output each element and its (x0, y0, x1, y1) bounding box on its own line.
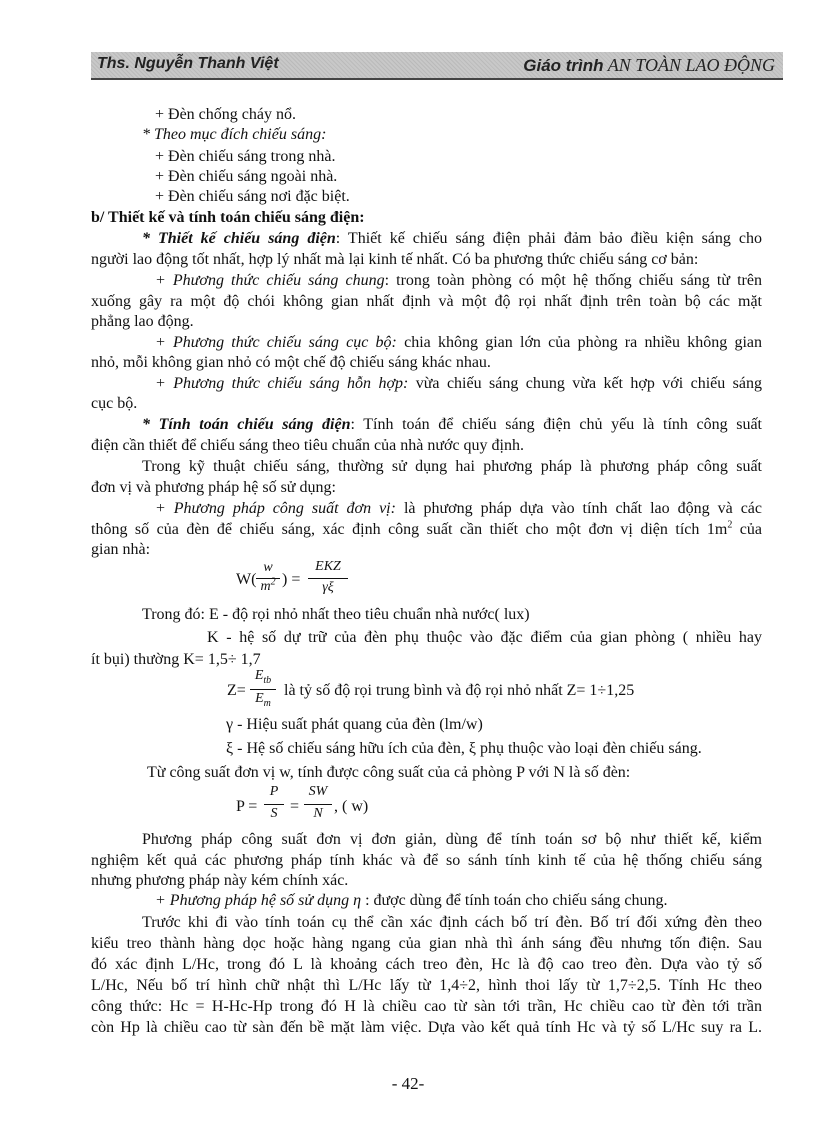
paragraph-layout-line1: Trước khi đi vào tính toán cụ thể cần xác định cách bố trí đèn. Bố trí đối xứng đèn theo (142, 914, 762, 931)
method-general-line3: phẳng lao động. (91, 313, 194, 330)
method-general-line2: xuống gây ra một độ chói không gian nhất định và một độ rọi nhất định trên toàn bộ các mặt (91, 293, 762, 310)
paragraph-layout-line3: đó xác định L/Hc, trong đó L là khoảng cách treo đèn, Hc là độ cao treo đèn. Dựa vào tỷ số (91, 956, 762, 973)
term-design: * Thiết kế chiếu sáng điện (142, 230, 336, 247)
where-xi: ξ - Hệ số chiếu sáng hữu ích của đèn, ξ phụ thuộc vào loại đèn chiếu sáng. (226, 740, 702, 757)
where-gamma: γ - Hiệu suất phát quang của đèn (lm/w) (226, 716, 483, 733)
where-K: K - hệ số dự trữ của đèn phụ thuộc vào đặc điểm của gian phòng ( nhiều hay (207, 629, 762, 646)
unit-power-line3: gian nhà: (91, 541, 151, 558)
term-usage-coefficient: + Phương pháp hệ số sử dụng η (155, 892, 362, 909)
unit-power-line2: thông số của đèn để chiếu sáng, xác định công suất cần thiết cho một đơn vị diện tích $1m^2$ của (91, 519, 762, 538)
list-item-explosion-proof: + Đèn chống cháy nổ. (155, 106, 296, 123)
method-mixed-line2: cục bộ. (91, 395, 138, 412)
where-E: Trong đó: E - độ rọi nhỏ nhất theo tiêu chuẩn nhà nước( lux) (142, 606, 530, 623)
paragraph-calc-line2: điện cần thiết để chiếu sáng theo tiêu chuẩn của nhà nước quy định. (91, 437, 524, 454)
method-usage-coefficient: + Phương pháp hệ số sử dụng η : được dùng để tính toán cho chiếu sáng chung. (155, 892, 668, 909)
unit-power-line1: + Phương pháp công suất đơn vị: là phương pháp dựa vào tính chất lao động và các (155, 500, 762, 517)
method-general-line1: + Phương thức chiếu sáng chung: trong toàn phòng có một hệ thống chiếu sáng từ trên (155, 272, 762, 289)
method-local-line2: nhỏ, mỗi không gian nhỏ có một chế độ chiếu sáng khác nhau. (91, 354, 491, 371)
paragraph-calc-line1: * Tính toán chiếu sáng điện: Tính toán để chiếu sáng điện chủ yếu là tính công suất (142, 416, 763, 433)
list-item-indoor: + Đèn chiếu sáng trong nhà. (155, 148, 336, 165)
page-header (91, 52, 783, 80)
term-mixed-method: + Phương thức chiếu sáng hỗn hợp: (155, 375, 409, 392)
paragraph-methods-line2: đơn vị và phương pháp hệ số sử dụng: (91, 479, 336, 496)
where-K-line2: ít bụi) thường K= 1,5÷ 1,7 (91, 651, 261, 668)
page-number: - 42- (391, 1074, 425, 1093)
term-local-method: + Phương thức chiếu sáng cục bộ: (155, 334, 397, 351)
term-general-method: + Phương thức chiếu sáng chung (155, 272, 385, 289)
paragraph-methods-line1: Trong kỹ thuật chiếu sáng, thường sử dụng hai phương pháp là phương pháp công suất (142, 458, 762, 475)
paragraph-evaluation-line3: nhưng phương pháp này kém chính xác. (91, 872, 349, 889)
header-course (523, 55, 775, 76)
paragraph-layout-line2: kiểu treo thành hàng dọc hoặc hàng ngang của gian nhà thì ánh sáng đều nhưng tốn điện. Sau (91, 935, 762, 952)
subheading-purpose: * Theo mục đích chiếu sáng: (142, 126, 327, 143)
paragraph-layout-line6: còn Hp là chiều cao từ sàn đến bề mặt làm việc. Dựa vào kết quả tính Hc và tỷ số L/Hc suy ra L. (91, 1019, 762, 1036)
paragraph-design-line2: người lao động tốt nhất, hợp lý nhất mà lại kinh tế nhất. Có ba phương thức chiếu sáng cơ bản: (91, 251, 699, 268)
paragraph-layout-line4: L/Hc, Nếu bố trí hình chữ nhật thì L/Hc lấy từ 1,4÷2, hình thoi lấy từ 1,7÷2,5. Tính Hc theo (91, 977, 762, 994)
section-heading-b: b/ Thiết kế và tính toán chiếu sáng điện: (91, 209, 365, 226)
list-item-special: + Đèn chiếu sáng nơi đặc biệt. (155, 188, 350, 205)
term-calc: * Tính toán chiếu sáng điện (142, 416, 351, 433)
paragraph-room-power: Từ công suất đơn vị w, tính được công suất của cả phòng P với N là số đèn: (147, 764, 631, 781)
header-course-title: AN TOÀN LAO ĐỘNG (607, 55, 775, 75)
paragraph-evaluation-line1: Phương pháp công suất đơn vị đơn giản, dùng để tính toán sơ bộ như thiết kế, kiểm (142, 831, 762, 848)
paragraph-evaluation-line2: nghiệm kết quả các phương pháp tính khác và để so sánh tính kinh tế của hệ thống chiếu sáng (91, 852, 762, 869)
header-author: Ths. Nguyễn Thanh Việt (97, 55, 279, 72)
paragraph-layout-line5: công thức: Hc = H-Hc-Hp trong đó H là chiều cao từ sàn tới trần, Hc chiều cao từ đèn tới trần (91, 998, 762, 1015)
paragraph-design-line1: * Thiết kế chiếu sáng điện: Thiết kế chiếu sáng điện phải đảm bảo điều kiện sáng cho (142, 230, 763, 247)
header-course-prefix: Giáo trình (523, 56, 604, 75)
term-unit-power: + Phương pháp công suất đơn vị: (155, 500, 396, 517)
method-local-line1: + Phương thức chiếu sáng cục bộ: chia không gian lớn của phòng ra nhiều không gian (155, 334, 763, 351)
list-item-outdoor: + Đèn chiếu sáng ngoài nhà. (155, 168, 338, 185)
method-mixed-line1: + Phương thức chiếu sáng hỗn hợp: vừa chiếu sáng chung vừa kết hợp với chiếu sáng (155, 375, 762, 392)
